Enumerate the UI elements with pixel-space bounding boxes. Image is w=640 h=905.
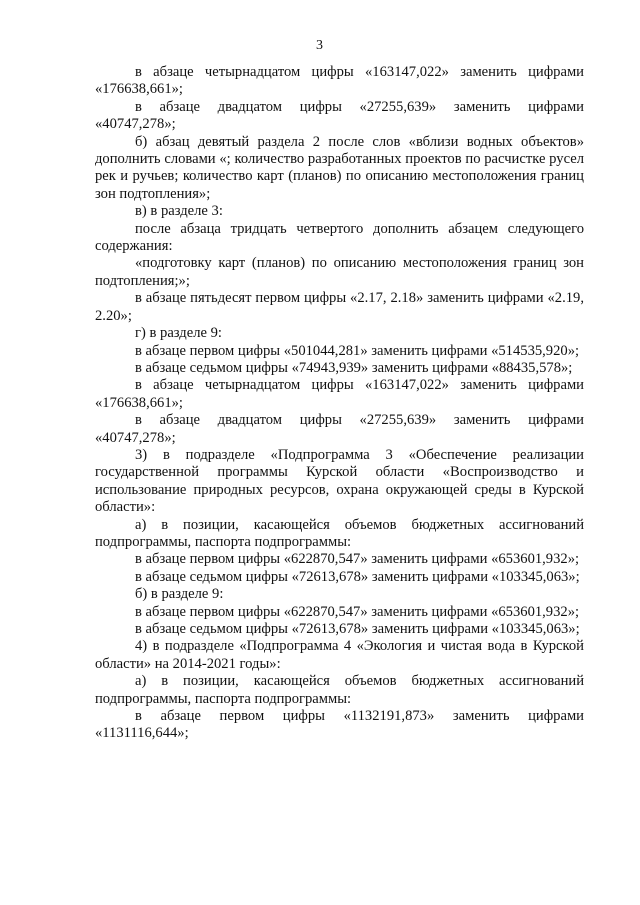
paragraph: в абзаце первом цифры «622870,547» заменить цифрами «653601,932»;	[135, 603, 580, 620]
paragraph: г) в разделе 9:	[135, 325, 222, 342]
page-number: 3	[316, 38, 323, 53]
paragraph: 4) в подразделе «Подпрограмма 4 «Экология и чистая вода в Курской области» на 2014-2021 годы»:	[95, 638, 584, 672]
paragraph: в абзаце первом цифры «622870,547» заменить цифрами «653601,932»;	[135, 551, 580, 568]
paragraph: в абзаце седьмом цифры «74943,939» заменить цифрами «88435,578»;	[135, 359, 573, 376]
paragraph: в абзаце пятьдесят первом цифры «2.17, 2.18» заменить цифрами «2.19, 2.20»;	[95, 290, 584, 324]
paragraph: в) в разделе 3:	[135, 203, 223, 220]
paragraph: в абзаце двадцатом цифры «27255,639» заменить цифрами «40747,278»;	[95, 98, 584, 133]
paragraph: б) абзац девятый раздела 2 после слов «вблизи водных объектов» дополнить словами «; количество разработанных проектов по расчистке русел рек и ручьев; количество карт (планов) по описанию местоположения границ зон подтопления»;	[95, 133, 584, 202]
paragraph: в абзаце первом цифры «1132191,873» заменить цифрами «1131116,644»;	[95, 708, 584, 742]
paragraph: б) в разделе 9:	[135, 586, 224, 603]
paragraph: в абзаце первом цифры «501044,281» заменить цифрами «514535,920»;	[135, 342, 580, 359]
paragraph: в абзаце четырнадцатом цифры «163147,022» заменить цифрами «176638,661»;	[95, 377, 584, 411]
paragraph: 3) в подразделе «Подпрограмма 3 «Обеспечение реализации государственной программы Курской области «Воспроизводство и использование природных ресурсов, охрана окружающей среды в Курской области»:	[95, 446, 584, 516]
paragraph: после абзаца тридцать четвертого дополнить абзацем следующего содержания:	[95, 220, 584, 255]
paragraph: в абзаце седьмом цифры «72613,678» заменить цифрами «103345,063»;	[135, 568, 580, 585]
paragraph: «подготовку карт (планов) по описанию местоположения границ зон подтопления;»;	[95, 255, 584, 289]
paragraph: в абзаце седьмом цифры «72613,678» заменить цифрами «103345,063»;	[135, 621, 580, 637]
paragraph: а) в позиции, касающейся объемов бюджетных ассигнований подпрограммы, паспорта подпрограммы:	[95, 516, 584, 550]
paragraph: а) в позиции, касающейся объемов бюджетных ассигнований подпрограммы, паспорта подпрограммы:	[95, 673, 584, 707]
paragraph: в абзаце четырнадцатом цифры «163147,022» заменить цифрами «176638,661»;	[95, 64, 584, 98]
paragraph: в абзаце двадцатом цифры «27255,639» заменить цифрами «40747,278»;	[95, 412, 584, 446]
